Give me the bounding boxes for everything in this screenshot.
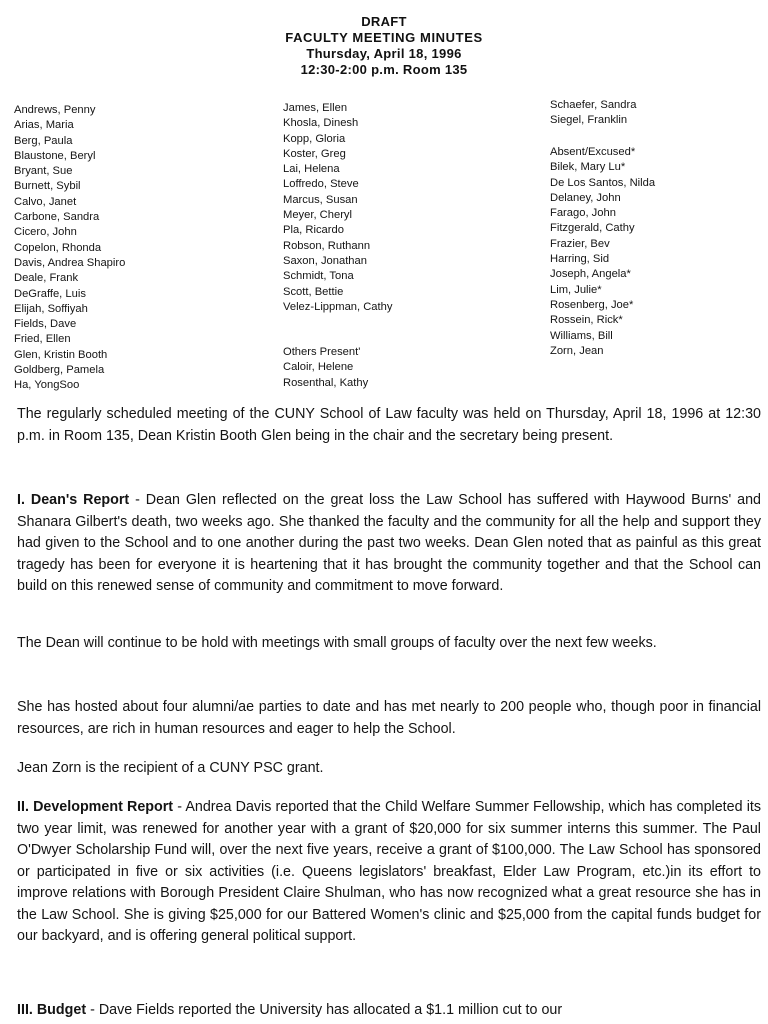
attendee-name: Bryant, Sue <box>14 165 73 178</box>
intro-paragraph: The regularly scheduled meeting of the CUNY School of Law faculty was held on Thursday, April 18, 1996 at 12:30 p.m. in Room 135, Dean Kristin Booth Glen being in the chair and the secretary being present. <box>17 406 761 444</box>
deans-report-paragraph-4: Jean Zorn is the recipient of a CUNY PSC grant. <box>17 760 324 776</box>
attendee-name: Marcus, Susan <box>283 193 358 206</box>
attendee-name: Pla, Ricardo <box>283 224 344 237</box>
attendee-name: Robson, Ruthann <box>283 239 371 252</box>
attendee-name: Caloir, Helene <box>283 361 354 374</box>
document-header <box>0 14 768 78</box>
attendee-name: Fitzgerald, Cathy <box>550 222 635 235</box>
attendee-name: Loffredo, Steve <box>283 178 359 191</box>
attendee-name: Farago, John <box>550 207 616 220</box>
meeting-date: Thursday, April 18, 1996 <box>306 46 462 61</box>
development-report-heading: II. Development Report <box>17 799 174 815</box>
budget-paragraph <box>17 1000 761 1022</box>
draft-label: DRAFT <box>361 14 407 29</box>
deans-report-paragraph <box>17 490 761 598</box>
attendee-name: Fried, Ellen <box>14 333 71 346</box>
attendee-name: Fields, Dave <box>14 318 77 331</box>
development-report-paragraph <box>17 797 761 948</box>
attendee-name: Copelon, Rhonda <box>14 241 102 254</box>
attendee-name: Elijah, Soffiyah <box>14 302 88 315</box>
attendee-name: Schmidt, Tona <box>283 270 354 283</box>
attendee-name: Deale, Frank <box>14 272 79 285</box>
attendee-name: Berg, Paula <box>14 134 73 147</box>
attendee-name: Blaustone, Beryl <box>14 149 96 162</box>
attendee-name: Frazier, Bev <box>550 237 610 250</box>
attendee-name: Lim, Julie* <box>550 283 602 296</box>
meeting-time-room: 12:30-2:00 p.m. Room 135 <box>300 62 468 77</box>
attendee-name: Meyer, Cheryl <box>283 209 353 222</box>
attendee-name: Scott, Bettie <box>283 285 344 298</box>
attendee-name: De Los Santos, Nilda <box>550 176 656 189</box>
attendee-name: Bilek, Mary Lu* <box>550 161 626 174</box>
budget-heading: III. Budget <box>17 1002 87 1018</box>
deans-report-paragraph-3: She has hosted about four alumni/ae parties to date and has met nearly to 200 people who, though poor in financial resources, are rich in human resources and eager to help the School. <box>17 699 761 737</box>
attendee-name: Arias, Maria <box>14 119 74 132</box>
attendee-name: Rossein, Rick* <box>550 314 623 327</box>
deans-report-text: - Dean Glen reflected on the great loss the Law School has suffered with Haywood Burns' and Shanara Gilbert's death, two weeks ago. She thanked the faculty and the community for all the help and support they had given to the School and to one another during the past two weeks. Dean Glen noted that as painful as this great tragedy has been for everyone it is heartening that it has brought the community together and that the School can build on this renewed sense of community and commitment to move forward. <box>17 492 761 594</box>
development-report-text: - Andrea Davis reported that the Child Welfare Summer Fellowship, which has completed its two year limit, was renewed for another year with a grant of $20,000 for six summer interns this summer. The Paul O'Dwyer Scholarship Fund will, over the next five years, receive a grant of $100,000. The Law School has sponsored or participated in five or six activities (i.e. Queens legislators' breakfast, Elder Law Program, etc.)in its effort to improve relations with Borough President Claire Shulman, who has now recognized what a great resource she has in the Law School. She is giving $25,000 for our Battered Women's clinic and $25,000 from the capital funds budget for our backyard, and is offering general political support. <box>17 799 761 944</box>
attendee-name: Rosenthal, Kathy <box>283 376 369 389</box>
attendee-name: Goldberg, Pamela <box>14 364 105 377</box>
attendee-name: Schaefer, Sandra <box>550 99 637 111</box>
attendee-name: Carbone, Sandra <box>14 211 100 224</box>
attendee-name: Lai, Helena <box>283 163 340 176</box>
others-present-heading: Others Present' <box>283 346 361 358</box>
attendee-name: Khosla, Dinesh <box>283 117 359 130</box>
attendee-name: Harring, Sid <box>550 253 610 266</box>
absent-block <box>550 145 655 359</box>
attendee-name: Davis, Andrea Shapiro <box>14 256 126 269</box>
attendee-name: James, Ellen <box>283 102 348 114</box>
absent-heading: Absent/Excused* <box>550 146 636 158</box>
attendance-column-3 <box>550 98 636 129</box>
attendee-name: Calvo, Janet <box>14 195 77 208</box>
attendance-column-2 <box>283 101 392 315</box>
deans-report-paragraph-2: The Dean will continue to be hold with meetings with small groups of faculty over the next few weeks. <box>17 635 657 651</box>
others-present-block <box>283 345 368 391</box>
document-title: FACULTY MEETING MINUTES <box>285 30 483 45</box>
attendee-name: Koster, Greg <box>283 147 346 160</box>
attendee-name: Joseph, Angela* <box>550 268 631 281</box>
attendee-name: DeGraffe, Luis <box>14 287 86 300</box>
attendee-name: Ha, YongSoo <box>14 379 80 392</box>
attendee-name: Cicero, John <box>14 226 77 239</box>
attendee-name: Andrews, Penny <box>14 104 96 116</box>
attendee-name: Kopp, Gloria <box>283 132 346 145</box>
attendance-column-1 <box>14 103 125 394</box>
attendee-name: Rosenberg, Joe* <box>550 298 634 311</box>
attendee-name: Siegel, Franklin <box>550 114 628 127</box>
budget-text: - Dave Fields reported the University has allocated a $1.1 million cut to our <box>86 1002 563 1018</box>
attendee-name: Velez-Lippman, Cathy <box>283 300 393 313</box>
attendee-name: Glen, Kristin Booth <box>14 348 108 361</box>
attendee-name: Zorn, Jean <box>550 344 604 357</box>
deans-report-heading: I. Dean's Report <box>17 492 130 508</box>
attendee-name: Burnett, Sybil <box>14 180 81 193</box>
attendee-name: Delaney, John <box>550 191 621 204</box>
attendee-name: Williams, Bill <box>550 329 613 342</box>
attendee-name: Saxon, Jonathan <box>283 254 367 267</box>
